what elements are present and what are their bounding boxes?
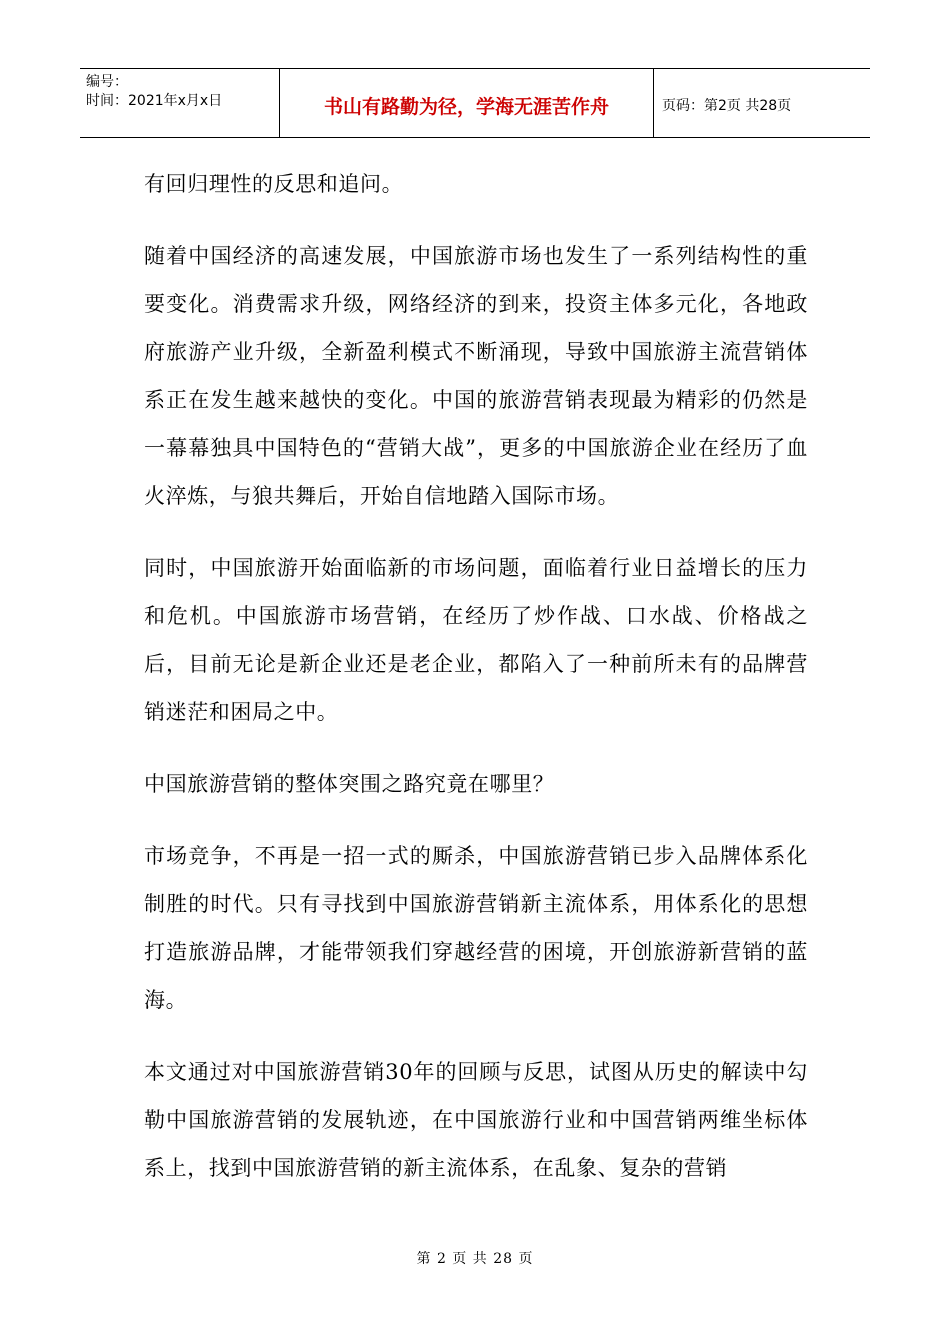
paragraph-3: 同时，中国旅游开始面临新的市场问题，面临着行业日益增长的压力和危机。中国旅游市场营销，在经历了炒作战、口水战、价格战之后，目前无论是新企业还是老企业，都陷入了一种前所未有的品牌营销迷茫和困局之中。	[144, 556, 808, 724]
header-meta	[80, 69, 280, 137]
paragraph-5: 市场竞争，不再是一招一式的厮杀，中国旅游营销已步入品牌体系化制胜的时代。只有寻找到中国旅游营销新主流体系，用体系化的思想打造旅游品牌，才能带领我们穿越经营的困境，开创旅游新营销的蓝海。	[144, 844, 808, 1012]
page-header	[80, 68, 870, 138]
header-page-info: 页码：第2页 共28页	[662, 98, 792, 114]
paragraph-4: 中国旅游营销的整体突围之路究竟在哪里？	[144, 772, 555, 796]
paragraph-2: 随着中国经济的高速发展，中国旅游市场也发生了一系列结构性的重要变化。消费需求升级，网络经济的到来，投资主体多元化，各地政府旅游产业升级，全新盈利模式不断涌现，导致中国旅游主流营销体系正在发生越来越快的变化。中国的旅游营销表现最为精彩的仍然是一幕幕独具中国特色的“营销大战”，更多的中国旅游企业在经历了血火淬炼，与狼共舞后，开始自信地踏入国际市场。	[144, 244, 808, 508]
body-text	[144, 160, 808, 1216]
header-motto: 书山有路勤为径，学海无涯苦作舟	[280, 69, 654, 137]
header-time-label: 时间：2021年x月x日	[86, 93, 223, 109]
header-number-label: 编号：	[86, 74, 128, 90]
page-footer: 第 2 页 共 28 页	[416, 1251, 534, 1267]
paragraph-6: 本文通过对中国旅游营销30年的回顾与反思，试图从历史的解读中勾勒中国旅游营销的发展轨迹，在中国旅游行业和中国营销两维坐标体系上，找到中国旅游营销的新主流体系，在乱象、复杂的营销	[144, 1060, 808, 1180]
paragraph-1: 有回归理性的反思和追问。	[144, 172, 404, 196]
